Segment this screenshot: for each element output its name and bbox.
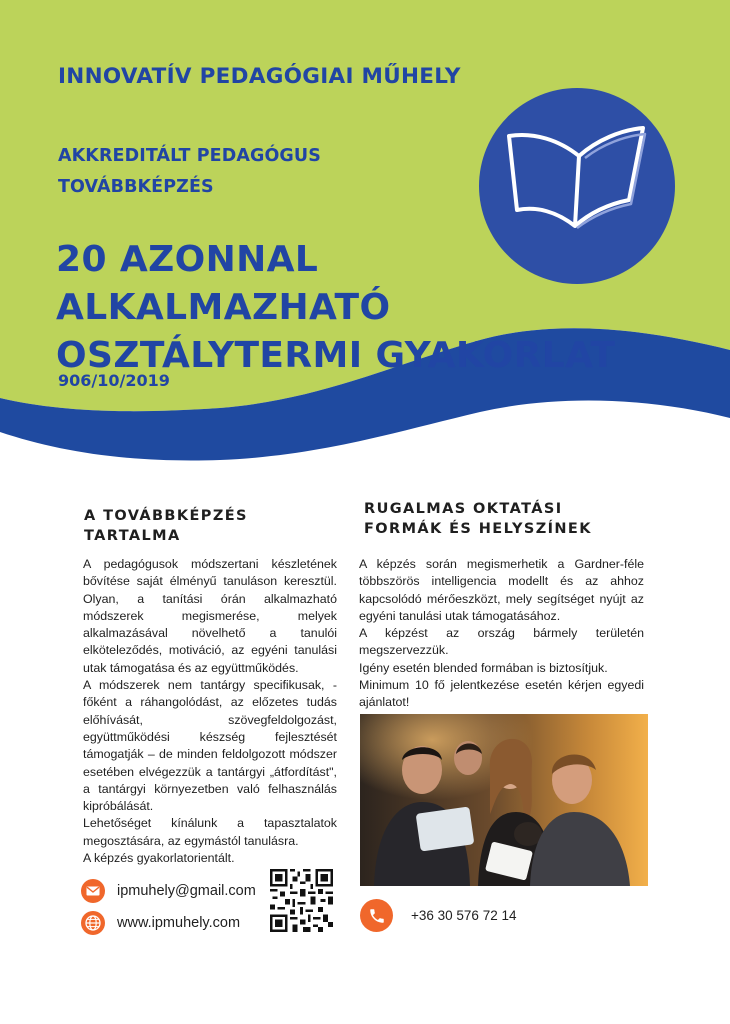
email-link[interactable]: ipmuhely@gmail.com (117, 883, 256, 899)
phone-number[interactable]: +36 30 576 72 14 (411, 908, 517, 923)
section-title-flexible-line-1: RUGALMAS OKTATÁSI (364, 501, 563, 517)
accreditation-label (58, 141, 321, 203)
flexible-paragraph: A képzés során megismerhetik a Gardner-féle többszörös intelligencia modellt és az ahhoz kapcsolódó mérőeszközt, mely segítséget nyújt az egyéni tanulási utak támogatásához. (359, 557, 644, 623)
course-title-line-2: ALKALMAZHATÓ (56, 287, 391, 328)
section-title-flexible (364, 499, 592, 539)
section-title-content-line-1: A TOVÁBBKÉPZÉS (84, 508, 248, 524)
section-title-flexible-line-2: FORMÁK ÉS HELYSZÍNEK (364, 521, 592, 537)
website-link[interactable]: www.ipmuhely.com (117, 915, 241, 931)
content-paragraph: A módszerek nem tantárgy specifikusak, - főként a ráhangolódást, az előzetes tudás előhívását, szövegfeldolgozást, együttműködési készség fejlesztését támogatják – de minden feldolgozott módszer esetében elvégezzük a tantárgyi „átfordítást", a tantárgyi környezetben való felhasználás kipróbálását. (83, 678, 337, 814)
course-code: 906/10/2019 (58, 371, 170, 390)
phone-icon (360, 899, 393, 932)
group-photo (360, 714, 648, 886)
hero-banner (0, 0, 730, 470)
phone-contact[interactable] (360, 899, 516, 932)
course-title-line-3: OSZTÁLYTERMI GYAKORLAT (56, 335, 616, 376)
content-paragraph: Lehetőséget kínálunk a tapasztalatok megosztására, az egymástól tanulásra. (83, 816, 337, 848)
flexible-paragraph: A képzést az ország bármely területén megszervezzük. (359, 626, 644, 658)
accreditation-line-2: TOVÁBBKÉPZÉS (58, 177, 214, 197)
content-paragraph: A képzés gyakorlatorientált. (83, 851, 235, 866)
course-title-line-1: 20 AZONNAL (56, 239, 319, 280)
book-badge (479, 88, 675, 284)
content-description (83, 556, 337, 867)
email-contact[interactable] (81, 879, 256, 903)
section-title-content-line-2: TARTALMA (84, 528, 181, 544)
flexible-paragraph: Minimum 10 fő jelentkezése esetén kérjen egyedi ajánlatot! (359, 678, 644, 710)
flexible-paragraph: Igény esetén blended formában is biztosítjuk. (359, 660, 608, 675)
section-title-content (84, 506, 248, 546)
envelope-icon (81, 879, 105, 903)
org-name: INNOVATÍV PEDAGÓGIAI MŰHELY (58, 64, 461, 89)
content-paragraph: A pedagógusok módszertani készletének bővítése saját élményű tanuláson keresztül. Olyan, a tanítási órán alkalmazható módszerek megismerése, melyek alkalmazásával növelhető a tanulói elköteleződés, motiváció, az egyéni tanulási utak támogatása és az együttműködés. (83, 557, 337, 675)
website-contact[interactable] (81, 911, 240, 935)
qr-code[interactable] (270, 869, 333, 932)
accreditation-line-1: AKKREDITÁLT PEDAGÓGUS (58, 146, 321, 166)
globe-icon (81, 911, 105, 935)
flexible-description (359, 556, 644, 712)
open-book-icon (479, 88, 675, 284)
